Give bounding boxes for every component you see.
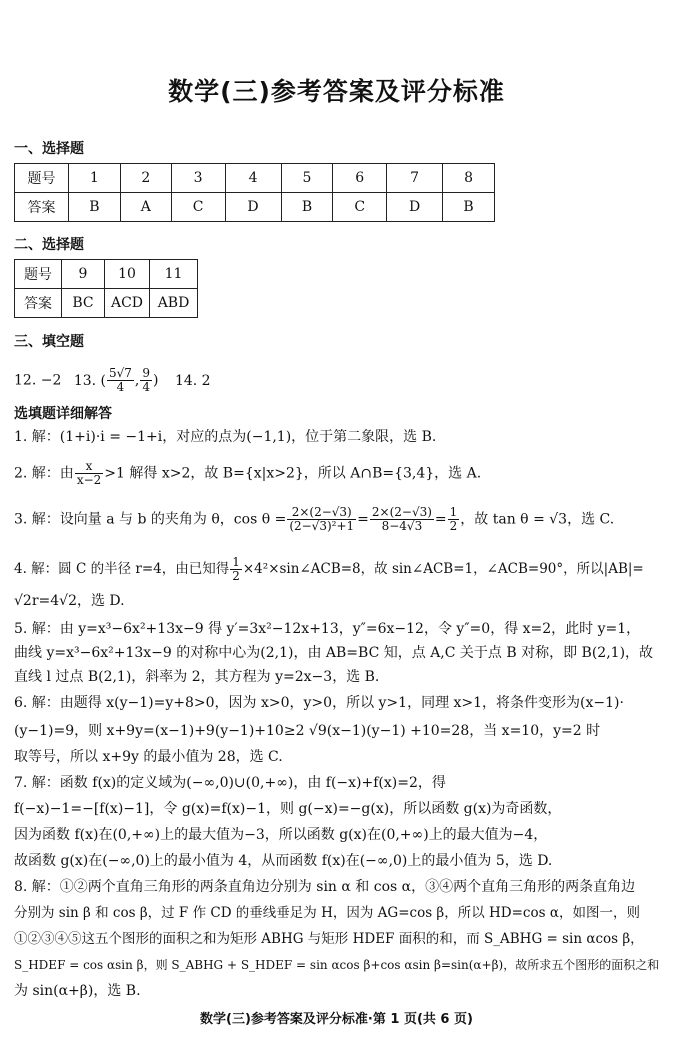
question-number: 10 [105,260,150,289]
section-heading-fill-blank: 三、填空题 [14,334,84,350]
solution-1: 1. 解：(1+i)·i = −1+i，对应的点为(−1,1)，位于第二象限，选 B. [14,429,437,445]
fraction [107,367,134,394]
numerator: 2×(2−√3) [371,505,432,519]
question-number: 2 [120,164,171,193]
question-number: 7 [387,164,443,193]
solution-5-line-2: 曲线 y=x³−6x²+13x−9 的对称中心为(2,1)，由 AB=BC 知，点 A,C 关于点 B 对称，即 B(2,1)，故 [14,645,654,661]
solution-text: >1 解得 x>2，故 B={x|x>2}，所以 A∩B={3,4}，选 A. [104,465,482,482]
numerator: 9 [142,366,151,380]
numerator: 2×(2−√3) [287,506,356,520]
question-number: 3 [171,164,225,193]
solution-3 [14,506,614,533]
denominator: 2 [449,519,458,533]
question-number: 4 [225,164,281,193]
solution-text: 3. 解：设向量 a 与 b 的夹角为 θ，cos θ = [14,511,287,528]
question-number: 9 [62,260,105,289]
fraction [448,506,460,533]
table-row [15,164,495,193]
solution-4-cont: √2r=4√2，选 D. [14,593,125,609]
separator: , [134,372,140,389]
fraction [140,367,152,394]
denominator: 4 [116,380,125,394]
denominator: x−2 [76,473,102,487]
answer-table-1 [14,163,495,222]
table-row [15,193,495,222]
section-heading-multi-choice: 二、选择题 [14,237,84,253]
equals: = [434,511,447,528]
answer-13-suffix: ) [153,372,159,389]
answer-cell: B [281,193,333,222]
solution-6-line-3: 取等号，所以 x+9y 的最小值为 28，选 C. [14,749,283,765]
answer-cell: BC [62,289,105,318]
answer-cell: A [120,193,171,222]
solution-4 [14,556,644,583]
row-label: 答案 [15,289,62,318]
solution-2 [14,460,481,487]
numerator: 1 [232,555,240,569]
solution-text: 4. 解：圆 C 的半径 r=4，由已知得 [14,561,230,577]
fraction [75,460,103,487]
answer-cell: ACD [105,289,150,318]
fraction [287,506,356,533]
solution-8-line-4: S_HDEF = cos αsin β，则 S_ABHG + S_HDEF = sin αcos β+cos αsin β=sin(α+β)，故所求五个图形的面积之和 [14,958,660,972]
solution-6-line-1: 6. 解：由题得 x(y−1)=y+8>0，因为 x>0，y>0，所以 y>1，同理 x>1，将条件变形为(x−1)· [14,695,624,711]
question-number: 1 [69,164,121,193]
row-label: 题号 [15,260,62,289]
solution-text: ，故 tan θ = √3，选 C. [460,511,615,528]
solution-7-line-1: 7. 解：函数 f(x)的定义域为(−∞,0)∪(0,+∞)，由 f(−x)+f(x)=2，得 [14,775,446,791]
solution-5-line-1: 5. 解：由 y=x³−6x²+13x−9 得 y′=3x²−12x+13，y″=6x−12，令 y″=0，得 x=2，此时 y=1， [14,621,641,637]
denominator: 8−4√3 [381,519,423,533]
question-number: 6 [333,164,387,193]
solution-7-line-3: 因为函数 f(x)在(0,+∞)上的最大值为−3，所以函数 g(x)在(0,+∞)上的最大值为−4， [14,827,548,843]
denominator: 4 [142,380,151,394]
solution-5-line-3: 直线 l 过点 B(2,1)，斜率为 2，其方程为 y=2x−3，选 B. [14,669,380,685]
numerator: x [75,460,103,474]
answer-table-2 [14,259,198,318]
table-row [15,289,198,318]
answer-cell: B [443,193,495,222]
answer-cell: C [333,193,387,222]
answer-14: 14. 2 [174,372,211,389]
solution-8-line-5: 为 sin(α+β)，选 B. [14,983,141,999]
answer-12: 12. −2 [14,372,62,389]
row-label: 答案 [15,193,69,222]
answer-cell: C [171,193,225,222]
equals: = [357,511,369,528]
solution-text: ×4²×sin∠ACB=8，故 sin∠ACB=1，∠ACB=90°，所以|AB|= [242,561,644,577]
table-row [15,260,198,289]
solution-text: 2. 解：由 [14,465,74,482]
fraction [230,556,242,583]
answer-cell: ABD [150,289,198,318]
numerator: 5√7 [109,366,132,380]
question-number: 8 [443,164,495,193]
page-title: 数学(三)参考答案及评分标准 [168,77,505,106]
solution-8-line-1: 8. 解：①②两个直角三角形的两条直角边分别为 sin α 和 cos α，③④两个直角三角形的两条直角边 [14,879,636,895]
numerator: 1 [449,505,458,519]
answer-cell: B [69,193,121,222]
solution-6-line-2: (y−1)=9，则 x+9y=(x−1)+9(y−1)+10≥2 √9(x−1)(y−1) +10=28，当 x=10，y=2 时 [14,723,601,739]
fraction [370,506,434,533]
answer-cell: D [387,193,443,222]
details-heading: 选填题详细解答 [14,406,112,422]
solution-7-line-2: f(−x)−1=−[f(x)−1]，令 g(x)=f(x)−1，则 g(−x)=−g(x)，所以函数 g(x)为奇函数， [14,801,562,817]
denominator: (2−√3)²+1 [289,519,355,533]
section-heading-choice: 一、选择题 [14,141,84,157]
solution-8-line-2: 分别为 sin β 和 cos β，过 F 作 CD 的垂线垂足为 H，因为 AG=cos β，所以 HD=cos α，如图一，则 [14,905,640,921]
solution-8-line-3: ①②③④⑤这五个图形的面积之和为矩形 ABHG 与矩形 HDEF 面积的和，而 S_ABHG = sin αcos β， [14,931,644,947]
row-label: 题号 [15,164,69,193]
question-number: 5 [281,164,333,193]
solution-7-line-4: 故函数 g(x)在(−∞,0)上的最小值为 4，从而函数 f(x)在(−∞,0)上的最小值为 5，选 D. [14,853,553,869]
answer-cell: D [225,193,281,222]
page-footer: 数学(三)参考答案及评分标准·第 1 页(共 6 页) [200,1012,473,1027]
question-number: 11 [150,260,198,289]
answer-13-prefix: 13. ( [73,372,106,389]
denominator: 2 [232,569,240,583]
fill-blank-answers [14,367,211,394]
